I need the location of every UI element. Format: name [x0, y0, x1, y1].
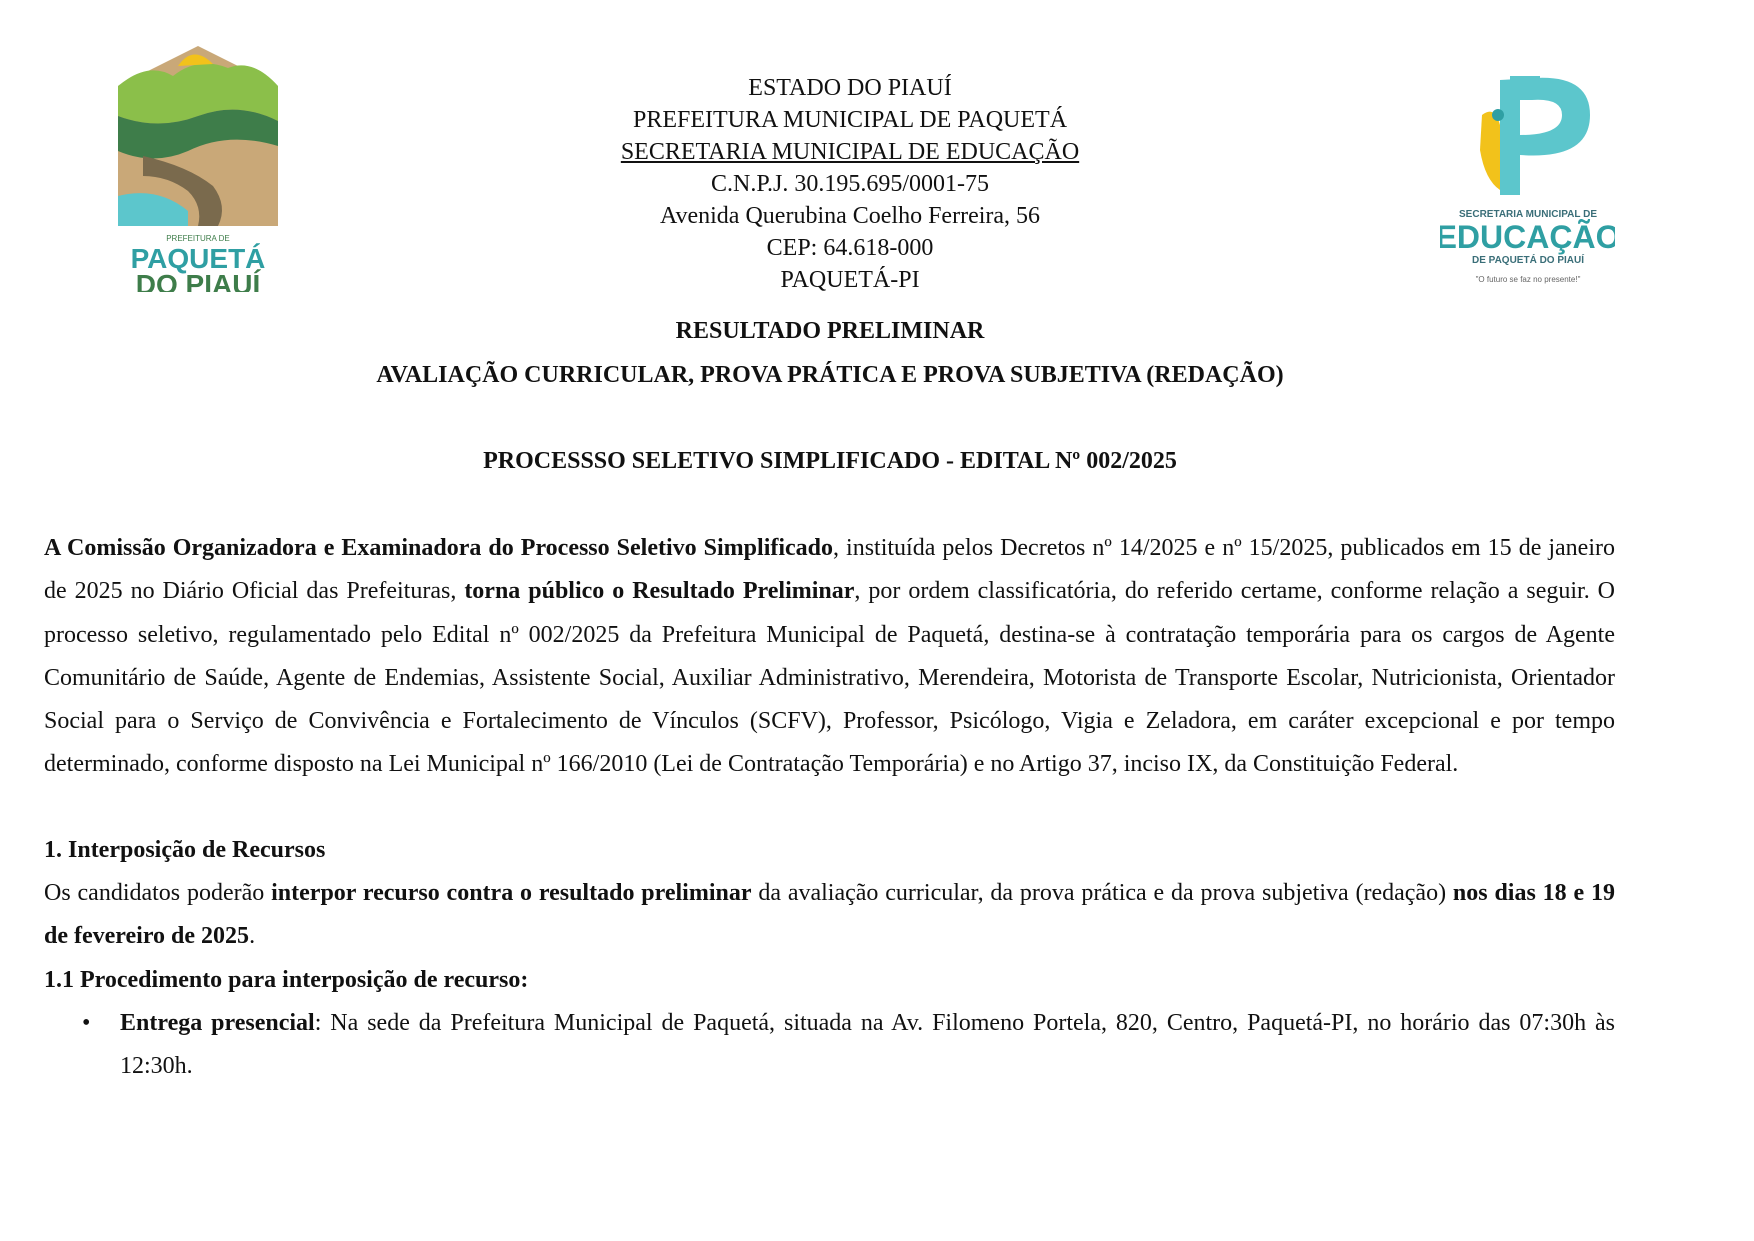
title-processo-seletivo: PROCESSSO SELETIVO SIMPLIFICADO - EDITAL Nº 002/2025	[483, 448, 1177, 474]
prefeitura-logo	[118, 46, 278, 292]
logo-secretaria-top: SECRETARIA MUNICIPAL DE	[1459, 209, 1597, 220]
organization-header	[560, 72, 1140, 296]
logo-name-line1: PAQUETÁ	[130, 243, 266, 274]
section-1-text-1: Os candidatos poderão	[44, 880, 272, 906]
title-avaliacao: AVALIAÇÃO CURRICULAR, PROVA PRÁTICA E PROVA SUBJETIVA (REDAÇÃO)	[376, 362, 1284, 388]
intro-bold-resultado: torna público o Resultado Preliminar	[464, 578, 855, 605]
section-1-text	[44, 872, 1615, 959]
header-state: ESTADO DO PIAUÍ	[748, 75, 952, 101]
header-cnpj: C.N.P.J. 30.195.695/0001-75	[710, 171, 990, 197]
prefeitura-logo-emblem	[118, 46, 278, 292]
intro-text-1: , instituída pelos Decretos nº 14/2025 e nº 15/2025, publicados em 15 de janeiro de 2025 no Diário Oficial das Prefeituras,	[44, 535, 1615, 605]
title-resultado-preliminar: RESULTADO PRELIMINAR	[675, 318, 985, 344]
secretaria-logo-emblem	[1440, 60, 1615, 300]
intro-bold-commission: A Comissão Organizadora e Examinadora do Processo Seletivo Simplificado	[44, 535, 834, 561]
section-1-heading: 1. Interposição de Recursos	[44, 837, 326, 863]
intro-text-2: , por ordem classificatória, do referido certame, conforme relação a seguir. O processo seletivo, regulamentado pelo Edital nº 002/2025 da Prefeitura Municipal de Paquetá, destina-se à contratação temporária para os cargos de Agente Comunitário de Saúde, Agente de Endemias, Assistente Social, Auxiliar Administrativo, Merendeira, Motorista de Transporte Escolar, Nutricionista, Orientador Social para o Serviço de Convivência e Fortalecimento de Vínculos (SCFV), Professor, Psicólogo, Vigia e Zeladora, em caráter excepcional e por tempo determinado, conforme disposto na Lei Municipal nº 166/2010 (Lei de Contratação Temporária) e no Artigo 37, inciso IX, da Constituição Federal.	[44, 578, 1616, 778]
bullet-text: : Na sede da Prefeitura Municipal de Paquetá, situada na Av. Filomeno Portela, 820, Centro, Paquetá-PI, no horário das 07:30h às 12:30h.	[120, 1010, 1615, 1080]
list-item	[44, 1002, 1615, 1089]
section-1-1-heading: 1.1 Procedimento para interposição de recurso:	[44, 967, 529, 993]
header-cep: CEP: 64.618-000	[766, 235, 934, 261]
section-1-bold-dates: nos dias 18 e 19 de fevereiro de 2025	[44, 880, 1615, 950]
logo-name-line2: DO PIAUÍ	[135, 269, 261, 292]
logo-educacao: EDUCAÇÃO	[1440, 219, 1615, 255]
section-1-text-3: .	[249, 923, 256, 950]
header-prefeitura: PREFEITURA MUNICIPAL DE PAQUETÁ	[632, 107, 1068, 133]
logo-paqueta: DE PAQUETÁ DO PIAUÍ	[1471, 255, 1585, 266]
header-city: PAQUETÁ-PI	[780, 267, 920, 293]
logo-tagline: "O futuro se faz no presente!"	[1475, 275, 1581, 284]
bullet-bold: Entrega presencial	[120, 1010, 315, 1036]
logo-top-text: PREFEITURA DE	[166, 234, 230, 243]
header-secretaria: SECRETARIA MUNICIPAL DE EDUCAÇÃO	[620, 139, 1080, 165]
header-address: Avenida Querubina Coelho Ferreira, 56	[659, 203, 1041, 229]
section-1-text-2: da avaliação curricular, da prova prática e da prova subjetiva (redação)	[751, 880, 1453, 906]
section-1-bold-1: interpor recurso contra o resultado preliminar	[271, 880, 752, 906]
secretaria-educacao-logo	[1440, 60, 1615, 300]
intro-paragraph	[44, 527, 1615, 787]
bullet-icon: •	[82, 1010, 91, 1036]
